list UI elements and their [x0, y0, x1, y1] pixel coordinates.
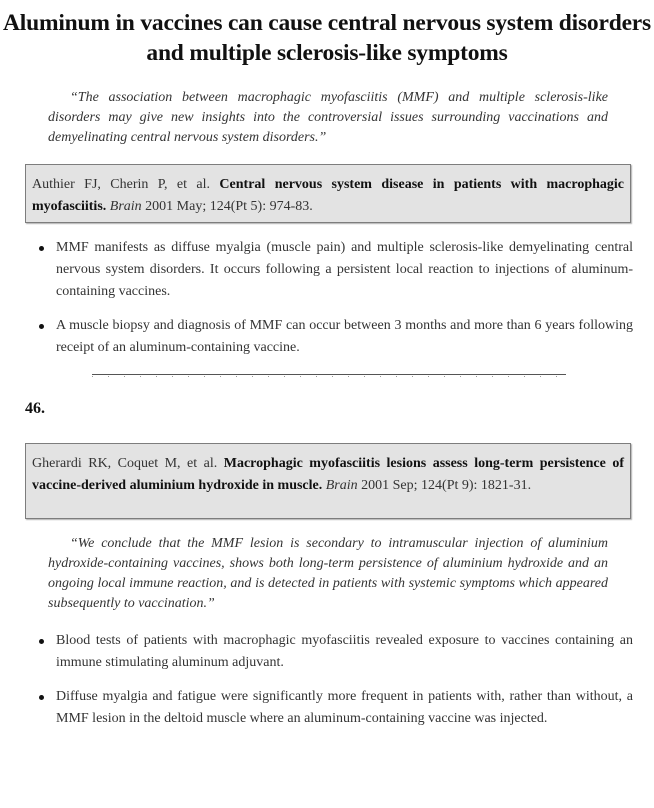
bullet-icon — [39, 324, 44, 329]
citation-authors: Gherardi RK, Coquet M, et al. — [32, 456, 218, 471]
citation-box-authier — [25, 164, 631, 223]
list-item — [36, 315, 633, 359]
page-title: Aluminum in vaccines can cause central nervous system disorders and multiple sclerosis-like symptoms — [3, 10, 651, 66]
citation-box-gherardi — [25, 443, 631, 519]
bullet-icon — [39, 639, 44, 644]
citation-details: 2001 Sep; 124(Pt 9): 1821-31. — [361, 478, 532, 493]
citation-article-title: Central nervous system disease in patients with macrophagic myofasciitis. — [32, 177, 625, 214]
citation-journal: Brain — [109, 199, 142, 214]
bullet-text: MMF manifests as diffuse myalgia (muscle pain) and multiple sclerosis-like demyelinating central nervous system disorders. It occurs following a persistent local reaction to injections of aluminum-containing vaccines. — [56, 240, 633, 299]
bullet-list-gherardi — [36, 630, 633, 742]
section-number: 46. — [25, 400, 45, 417]
list-item — [36, 630, 633, 674]
citation-article-title: Macrophagic myofasciitis lesions assess long-term persistence of vaccine-derived aluminium hydroxide in muscle. — [32, 456, 625, 493]
bullet-text: Blood tests of patients with macrophagic myofasciitis revealed exposure to vaccines containing an immune stimulating aluminum adjuvant. — [56, 633, 633, 670]
bullet-text: Diffuse myalgia and fatigue were significantly more frequent in patients with, rather than without, a MMF lesion in the deltoid muscle where an aluminum-containing vaccine was injected. — [56, 689, 633, 726]
section-divider-ticks — [92, 376, 566, 377]
list-item — [36, 237, 633, 303]
citation-journal: Brain — [325, 478, 358, 493]
bullet-icon — [39, 695, 44, 700]
list-item — [36, 686, 633, 730]
citation-authors: Authier FJ, Cherin P, et al. — [32, 177, 211, 192]
bullet-icon — [39, 246, 44, 251]
section-divider — [92, 374, 566, 375]
bullet-text: A muscle biopsy and diagnosis of MMF can occur between 3 months and more than 6 years following receipt of an aluminum-containing vaccine. — [56, 318, 633, 355]
bullet-list-authier — [36, 237, 633, 371]
citation-details: 2001 May; 124(Pt 5): 974-83. — [145, 199, 313, 214]
quote-gherardi: “We conclude that the MMF lesion is secondary to intramuscular injection of aluminium hydroxide-containing vaccines, shows both long-term persistence of aluminium hydroxide and an ongoing local immune reaction, and is detected in patients with systemic symptoms which appeared subsequently to vaccination.” — [48, 536, 608, 611]
quote-authier: “The association between macrophagic myofasciitis (MMF) and multiple sclerosis-like disorders may give new insights into the controversial issues surrounding vaccinations and demyelinating central nervous system disorders.” — [48, 90, 608, 145]
